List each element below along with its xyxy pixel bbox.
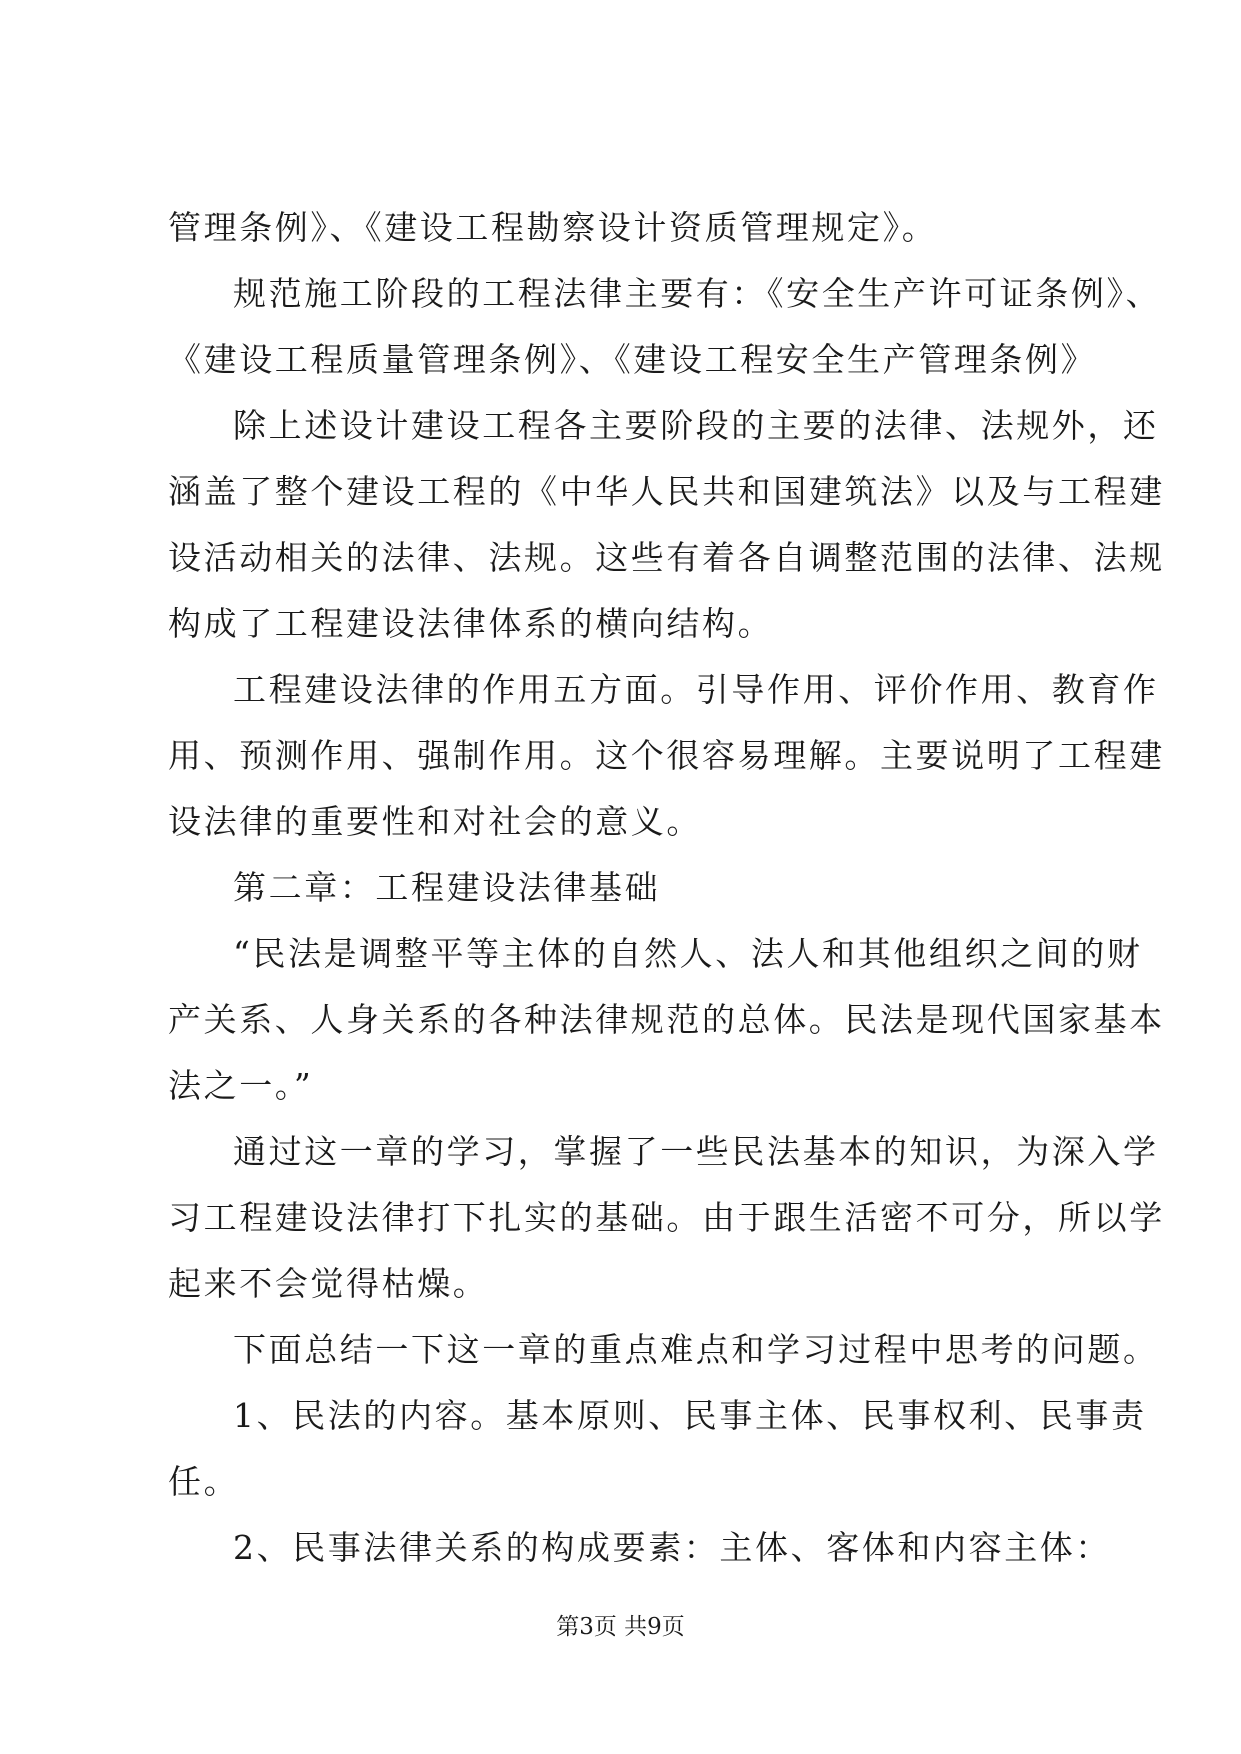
text-line-3: 《建设工程质量管理条例》、《建设工程安全生产管理条例》 (168, 340, 1097, 379)
text-line-5: 涵盖了整个建设工程的《中华人民共和国建筑法》以及与工程建 (168, 472, 1165, 511)
text-line-15: 通过这一章的学习，掌握了一些民法基本的知识，为深入学 (233, 1132, 1159, 1171)
text-line-8: 工程建设法律的作用五方面。引导作用、评价作用、教育作 (233, 670, 1159, 709)
text-line-12: “民法是调整平等主体的自然人、法人和其他组织之间的财 (233, 934, 1143, 973)
text-line-21: 2、民事法律关系的构成要素：主体、客体和内容主体： (233, 1528, 1111, 1567)
text-line-2: 规范施工阶段的工程法律主要有：《安全生产许可证条例》、 (233, 274, 1162, 313)
page-footer: 第3页 共9页 (556, 1614, 685, 1640)
text-line-7: 构成了工程建设法律体系的横向结构。 (168, 604, 774, 643)
text-line-10: 设法律的重要性和对社会的意义。 (168, 802, 702, 841)
text-line-13: 产关系、人身关系的各种法律规范的总体。民法是现代国家基本 (168, 1000, 1165, 1039)
text-line-20: 任。 (168, 1462, 240, 1501)
text-line-18: 下面总结一下这一章的重点难点和学习过程中思考的问题。 (233, 1330, 1159, 1369)
text-line-14: 法之一。” (168, 1066, 314, 1105)
text-line-17: 起来不会觉得枯燥。 (168, 1264, 489, 1303)
text-line-16: 习工程建设法律打下扎实的基础。由于跟生活密不可分，所以学 (168, 1198, 1165, 1237)
text-line-19: 1、民法的内容。基本原则、民事主体、民事权利、民事责 (233, 1396, 1147, 1435)
chapter-heading: 第二章：工程建设法律基础 (233, 868, 661, 907)
text-line-6: 设活动相关的法律、法规。这些有着各自调整范围的法律、法规 (168, 538, 1165, 577)
text-line-9: 用、预测作用、强制作用。这个很容易理解。主要说明了工程建 (168, 736, 1165, 775)
text-line-4: 除上述设计建设工程各主要阶段的主要的法律、法规外，还 (233, 406, 1159, 445)
text-line-1: 管理条例》、《建设工程勘察设计资质管理规定》。 (168, 208, 938, 247)
